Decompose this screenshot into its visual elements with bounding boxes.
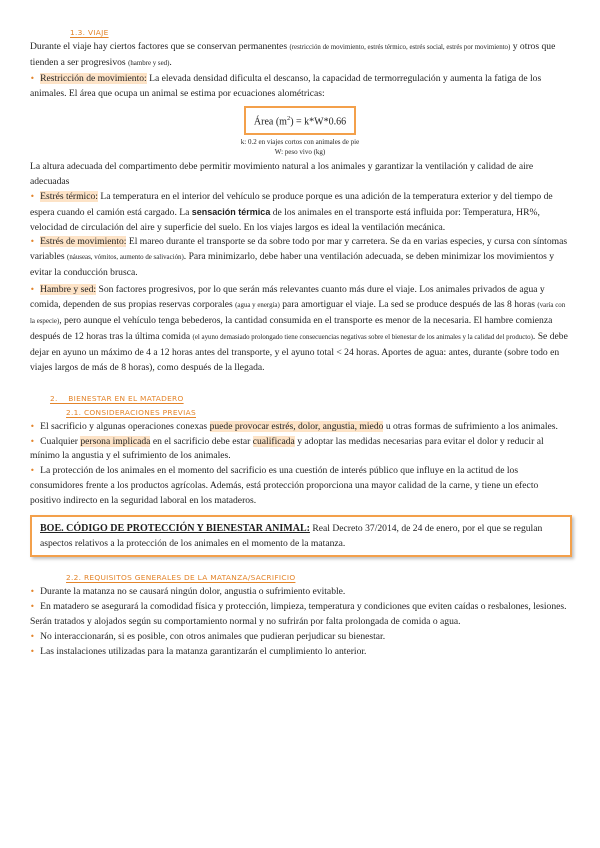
- bullet-icon: •: [30, 73, 35, 83]
- bienestar-p2-text1: Cualquier: [40, 435, 78, 447]
- requisitos-list: [30, 585, 570, 660]
- bienestar-p2-highlight2: cualificada: [252, 435, 295, 447]
- hambre-small3: (el ayuno demasiado prolongado tiene consecuencias negativas sobre el bienestar de los animales y la calidad del producto): [192, 333, 533, 341]
- bienestar-p2-highlight1: persona implicada: [80, 435, 151, 447]
- hambre-small2: (varía con la especie): [30, 302, 566, 326]
- list-item: [30, 645, 570, 660]
- bienestar-p2-text2: en el sacrificio debe estar: [152, 435, 251, 447]
- section-heading-viaje: 1.3. VIAJE: [70, 28, 109, 37]
- bienestar-p1-highlight: puede provocar estrés, dolor, angustia, miedo: [209, 420, 384, 432]
- formula-right: ) = k*W*0.66: [290, 115, 347, 127]
- bienestar-p3-text: La protección de los animales en el momento del sacrificio es una cuestión de interés público que influye en la actitud de los consumidores frente a los productos agrícolas. Además, está protección proporciona una mayor calidad de la carne, y tiene un efecto positivo indirecto en la seguridad laboral en los mataderos.: [30, 465, 539, 507]
- area-formula-box: [244, 106, 356, 135]
- movimiento-paragraph: [30, 235, 570, 281]
- movimiento-symptoms: (náuseas, vómitos, aumento de salivación): [67, 254, 184, 262]
- viaje-intro-progressive-factors: (hambre y sed): [128, 59, 170, 67]
- subsection-heading-requisitos: 2.2. REQUISITOS GENERALES DE LA MATANZA/SACRIFICIO: [66, 573, 296, 583]
- requisito-text: No interaccionarán, si es posible, con otros animales que pudieran perjudicar su bienestar.: [40, 630, 386, 642]
- section-heading-bienestar: 2. BIENESTAR EN EL MATADERO: [50, 393, 184, 403]
- formula-container: [30, 106, 570, 135]
- restriccion-text: La elevada densidad dificulta el descanso, la capacidad de termorregulación y aumenta la fatiga de los animales. El área que ocupa un animal se estima por ecuaciones alométricas:: [30, 72, 542, 99]
- subsection-heading-consideraciones: 2.1. CONSIDERACIONES PREVIAS: [66, 407, 196, 417]
- bullet-icon: •: [30, 601, 35, 611]
- formula-legend: [30, 137, 570, 158]
- hambre-text3: , pero aunque el vehículo tenga bebederos, la cantidad consumida en el transporte es menor de la necesaria. El hambre comienza después de 12 horas tras la última comida: [30, 315, 553, 342]
- formula-left: Área (m: [253, 115, 287, 127]
- bienestar-p1-text1: El sacrificio y algunas operaciones conexas: [40, 420, 208, 432]
- movimiento-term: Estrés de movimiento:: [40, 236, 127, 248]
- termico-bold: sensación térmica: [191, 206, 271, 217]
- hambre-paragraph: [30, 283, 570, 375]
- list-item: [30, 600, 570, 630]
- viaje-intro-end: .: [169, 56, 172, 68]
- bienestar-p1-text2: u otras formas de sufrimiento a los animales.: [385, 420, 558, 432]
- termico-term: Estrés térmico:: [40, 190, 98, 202]
- viaje-intro-mid: y otros que tienden a ser progresivos: [30, 41, 556, 68]
- bullet-icon: •: [30, 237, 35, 247]
- movimiento-text1: El mareo durante el transporte se da sobre todo por mar y carretera. Se da en varias especies, y cursa con síntomas variables: [30, 236, 568, 263]
- hambre-text1: Son factores progresivos, por lo que serán más relevantes cuanto más dure el viaje. Los animales privados de agua y comida, dependen de sus propias reservas corporales: [30, 284, 545, 311]
- hambre-text4: . Se debe dejar en ayuno un máximo de 4 a 12 horas antes del transporte, y el ayuno total < 24 horas. Aportes de agua: antes, durante (sobre todo en viajes largos de más de 8 horas), como después de la llegada.: [30, 330, 568, 373]
- boe-title: BOE. CÓDIGO DE PROTECCIÓN Y BIENESTAR ANIMAL:: [40, 523, 310, 535]
- legend-k: k: 0.2 en viajes cortos con animales de pie: [240, 137, 360, 146]
- movimiento-text2: . Para minimizarlo, debe haber una ventilación adecuada, se deben minimizar los movimientos y evitar la conducción brusca.: [30, 251, 555, 279]
- bullet-icon: •: [30, 587, 35, 597]
- restriccion-term: Restricción de movimiento:: [40, 72, 147, 84]
- formula-exponent: 2: [286, 114, 291, 122]
- restriccion-paragraph: [30, 72, 570, 102]
- hambre-term: Hambre y sed:: [40, 284, 97, 296]
- termico-text2: de los animales en el transporte está influida por: Temperatura, HR%, velocidad de circulación del aire y superficie del suelo. En los viajes largos es ideal la ventilación mecánica.: [30, 206, 540, 233]
- viaje-intro-main: Durante el viaje hay ciertos factores que se conservan permanentes: [30, 41, 288, 52]
- boe-callout-box: [30, 515, 572, 557]
- list-item: [30, 585, 570, 600]
- bienestar-p2: [30, 435, 570, 465]
- bullet-icon: •: [30, 421, 35, 431]
- requisito-text: En matadero se asegurará la comodidad física y protección, limpieza, temperatura y condiciones que eviten caídas o resbalones, lesiones. Serán tratados y alojados según su comportamiento normal y no sufrirán por falta prolongada de comida o agua.: [30, 600, 567, 627]
- legend-w: W: peso vivo (kg): [274, 148, 326, 157]
- termico-paragraph: [30, 190, 570, 236]
- bullet-icon: •: [30, 436, 35, 446]
- bullet-icon: •: [30, 646, 35, 656]
- bienestar-p3: [30, 464, 570, 509]
- bullet-icon: •: [30, 631, 35, 641]
- hambre-text2: para amortiguar el viaje. La sed se produce después de las 8 horas: [282, 299, 535, 311]
- bullet-icon: •: [30, 191, 35, 201]
- list-item: [30, 630, 570, 645]
- bienestar-p1: [30, 420, 570, 435]
- termico-text1: La temperatura en el interior del vehículo se produce porque es una adición de la temperatura exterior y del tiempo de espera cuando el camión está cargado. La: [30, 190, 553, 218]
- bullet-icon: •: [30, 466, 35, 476]
- bullet-icon: •: [30, 285, 35, 295]
- viaje-intro: [30, 40, 570, 72]
- viaje-intro-permanent-factors: (restricción de movimiento, estrés térmico, estrés social, estrés por movimiento): [289, 44, 511, 51]
- requisito-text: Las instalaciones utilizadas para la matanza garantizarán el cumplimiento lo anterior.: [40, 645, 367, 657]
- altura-paragraph: La altura adecuada del compartimento debe permitir movimiento natural a los animales y garantizar la ventilación y calidad de aire adecuadas: [30, 160, 534, 187]
- bienestar-p2-text3: y adoptar las medidas necesarias para evitar el dolor y reducir al mínimo la angustia y el sufrimiento de los animales.: [30, 435, 544, 462]
- requisito-text: Durante la matanza no se causará ningún dolor, angustia o sufrimiento evitable.: [40, 586, 346, 598]
- hambre-small1: (agua y energía): [235, 302, 280, 310]
- boe-text: Real Decreto 37/2014, de 24 de enero, por el que se regulan aspectos relativos a la protección de los animales en el momento de la matanza.: [40, 523, 543, 550]
